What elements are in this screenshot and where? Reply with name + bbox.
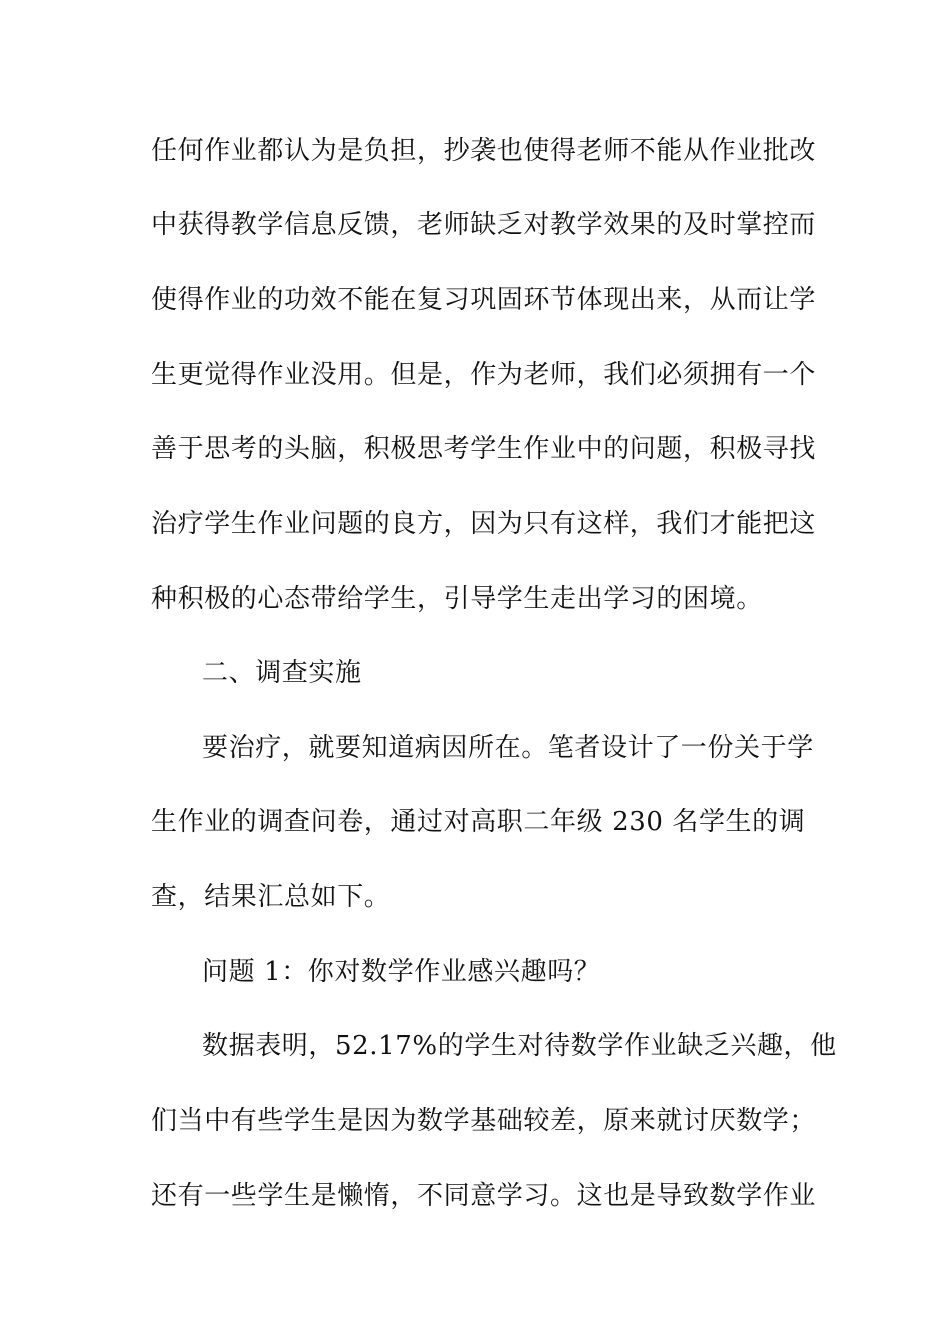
paragraph-line: 要治疗，就要知道病因所在。笔者设计了一份关于学 <box>202 733 814 763</box>
paragraph-line: 们当中有些学生是因为数学基础较差，原来就讨厌数学； <box>151 1106 817 1136</box>
section-heading: 二、调查实施 <box>202 658 362 688</box>
paragraph-line: 种积极的心态带给学生，引导学生走出学习的困境。 <box>151 584 763 614</box>
paragraph-line: 生更觉得作业没用。但是，作为老师，我们必须拥有一个 <box>151 360 817 390</box>
paragraph-line: 查，结果汇总如下。 <box>151 882 391 912</box>
paragraph-line: 治疗学生作业问题的良方，因为只有这样，我们才能把这 <box>151 509 817 539</box>
paragraph-line: 使得作业的功效不能在复习巩固环节体现出来，从而让学 <box>151 285 817 315</box>
question-heading: 问题 1：你对数学作业感兴趣吗？ <box>202 957 601 987</box>
paragraph-line: 中获得教学信息反馈，老师缺乏对教学效果的及时掌控而 <box>151 210 817 240</box>
paragraph-line: 生作业的调查问卷，通过对高职二年级 230 名学生的调 <box>151 807 806 837</box>
paragraph-line: 善于思考的头脑，积极思考学生作业中的问题，积极寻找 <box>151 434 817 464</box>
paragraph-line: 任何作业都认为是负担，抄袭也使得老师不能从作业批改 <box>151 136 817 166</box>
paragraph-line: 还有一些学生是懒惰，不同意学习。这也是导致数学作业 <box>151 1181 817 1211</box>
paragraph-line: 数据表明，52.17%的学生对待数学作业缺乏兴趣，他 <box>202 1031 837 1061</box>
